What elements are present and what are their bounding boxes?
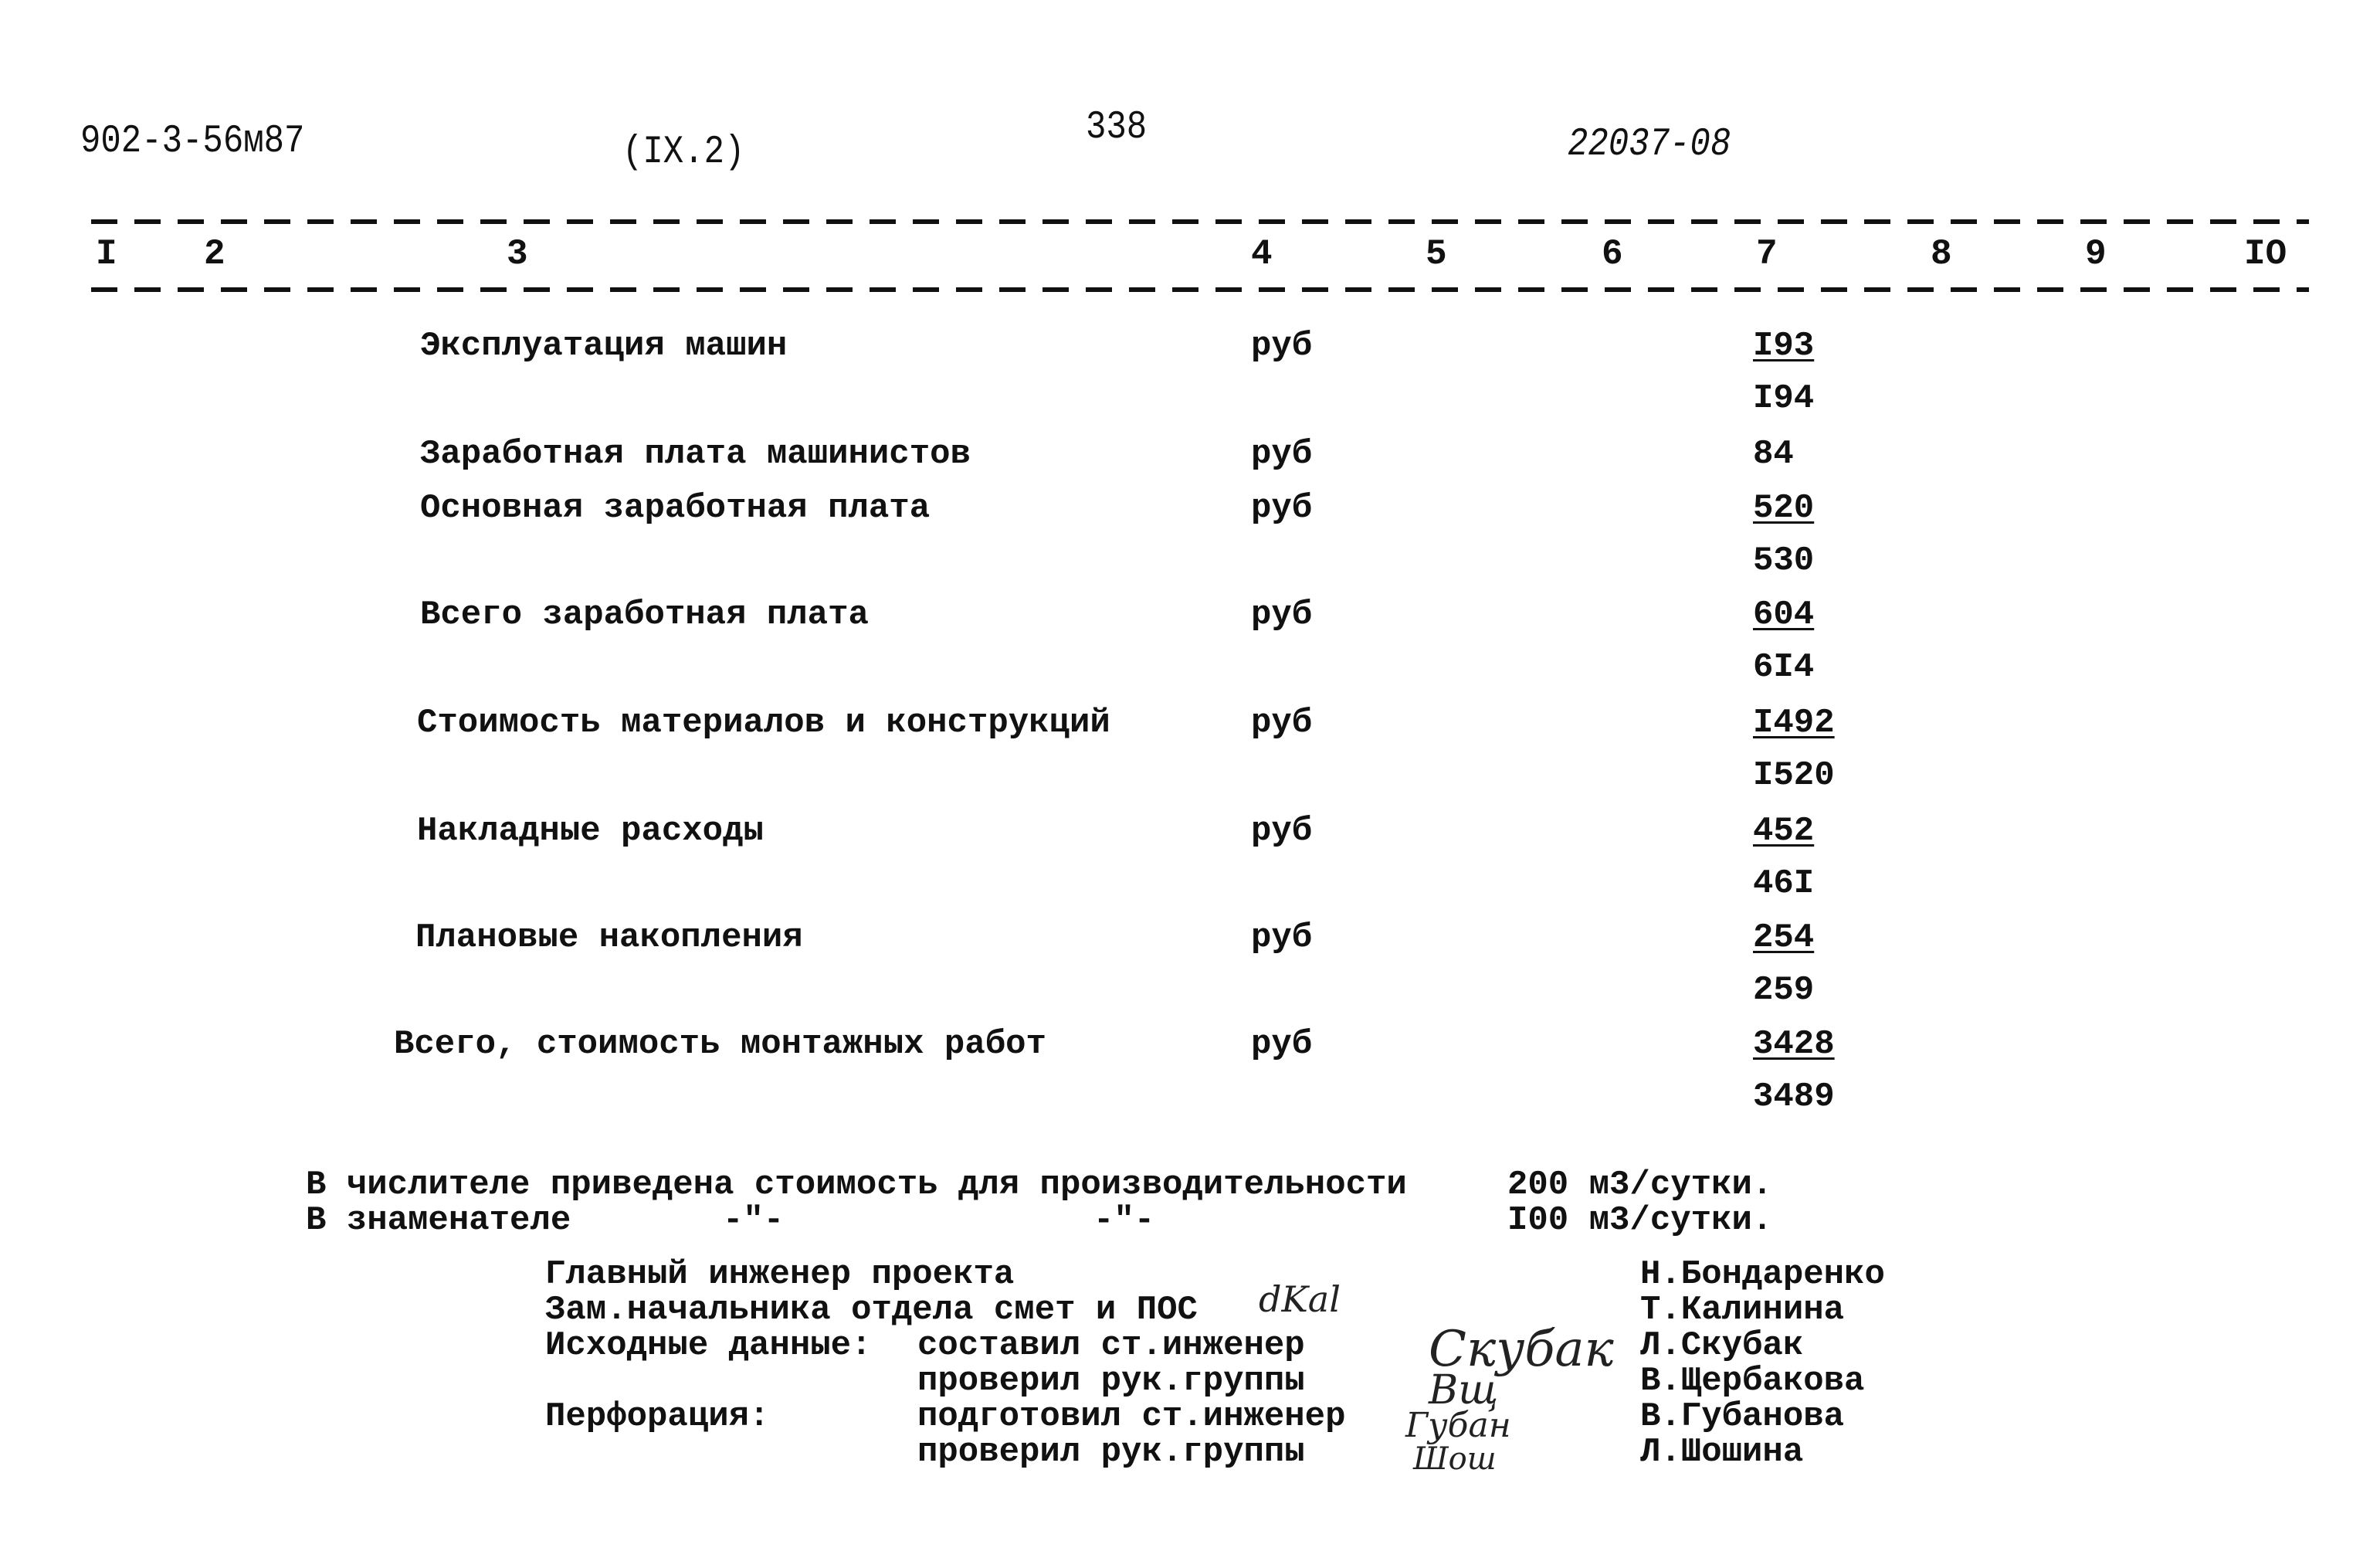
column-number: 8 (1931, 234, 1952, 274)
row-unit: руб (1251, 435, 1313, 473)
row-unit: руб (1251, 1025, 1313, 1064)
column-number: I (96, 234, 117, 274)
value-numerator: 452 (1753, 812, 1815, 850)
page-number: 338 (1086, 105, 1148, 151)
signatory-name: Т.Калинина (1640, 1291, 1845, 1329)
signature-action: подготовил ст.инженер (917, 1397, 1346, 1436)
value-numerator: I93 (1753, 327, 1815, 365)
row-unit: руб (1251, 704, 1313, 742)
album-code: 22037-08 (1568, 122, 1731, 168)
value-numerator: 520 (1753, 489, 1815, 528)
ditto-mark: -"- (1093, 1201, 1155, 1240)
note-denominator: В знаменателе (306, 1201, 571, 1240)
signatory-name: Л.Шошина (1640, 1433, 1804, 1471)
handwritten-signature: dKal (1259, 1278, 1341, 1320)
document-code: 902-3-56м87 (80, 119, 305, 165)
value-denominator: 46I (1753, 864, 1815, 903)
table-top-dashed-rule (91, 219, 2309, 224)
signature-role: Зам.начальника отдела смет и ПОС (545, 1291, 1198, 1329)
signature-action: проверил рук.группы (917, 1362, 1305, 1400)
column-number: 5 (1426, 234, 1447, 274)
column-number: 2 (204, 234, 225, 274)
column-number: 3 (507, 234, 528, 274)
column-number: 4 (1251, 234, 1273, 274)
row-unit: руб (1251, 918, 1313, 957)
row-label: Всего, стоимость монтажных работ (394, 1025, 1046, 1064)
handwritten-signature: Скубак (1429, 1321, 1614, 1378)
table-header-dashed-rule (91, 287, 2309, 292)
row-unit: руб (1251, 596, 1313, 634)
row-label: Плановые накопления (415, 918, 803, 957)
value-denominator: 6I4 (1753, 648, 1815, 687)
handwritten-signature: Вщ (1429, 1367, 1499, 1414)
row-unit: руб (1251, 812, 1313, 850)
ditto-mark: -"- (723, 1201, 785, 1240)
row-label: Основная заработная плата (420, 489, 931, 528)
signature-action: составил ст.инженер (917, 1326, 1305, 1365)
value-numerator: 3428 (1753, 1025, 1835, 1064)
row-unit: руб (1251, 327, 1313, 365)
handwritten-signature: Шош (1413, 1441, 1497, 1477)
row-label: Накладные расходы (417, 812, 764, 850)
signatory-name: Л.Скубак (1640, 1326, 1804, 1365)
row-label: Заработная плата машинистов (420, 435, 971, 473)
row-label: Всего заработная плата (420, 596, 869, 634)
note-numerator: В числителе приведена стоимость для производительности (306, 1166, 1407, 1204)
signatory-name: В.Губанова (1640, 1397, 1845, 1436)
value-denominator: I94 (1753, 379, 1815, 418)
row-label: Эксплуатация машин (420, 327, 788, 365)
row-unit: руб (1251, 489, 1313, 528)
column-number: 9 (2085, 234, 2107, 274)
signature-action: проверил рук.группы (917, 1433, 1305, 1471)
column-number: 6 (1602, 234, 1623, 274)
value-denominator: 3489 (1753, 1078, 1835, 1116)
section-number: (IX.2) (622, 130, 745, 175)
value-numerator: 604 (1753, 596, 1815, 634)
value-denominator: 259 (1753, 971, 1815, 1010)
value-denominator: I520 (1753, 756, 1835, 795)
signatory-name: Н.Бондаренко (1640, 1255, 1885, 1294)
value-numerator: I492 (1753, 704, 1835, 742)
note-denominator-value: I00 м3/сутки. (1507, 1201, 1773, 1240)
note-numerator-value: 200 м3/сутки. (1507, 1166, 1773, 1204)
column-number: IO (2244, 234, 2287, 274)
signature-role: Перфорация: (545, 1397, 770, 1436)
column-number: 7 (1756, 234, 1778, 274)
handwritten-signature: Губан (1405, 1406, 1511, 1445)
row-label: Стоимость материалов и конструкций (417, 704, 1110, 742)
value-denominator: 530 (1753, 541, 1815, 580)
value-numerator: 254 (1753, 918, 1815, 957)
signature-role: Исходные данные: (545, 1326, 872, 1365)
signatory-name: В.Щербакова (1640, 1362, 1865, 1400)
signature-role: Главный инженер проекта (545, 1255, 1015, 1294)
value-numerator: 84 (1753, 435, 1794, 473)
